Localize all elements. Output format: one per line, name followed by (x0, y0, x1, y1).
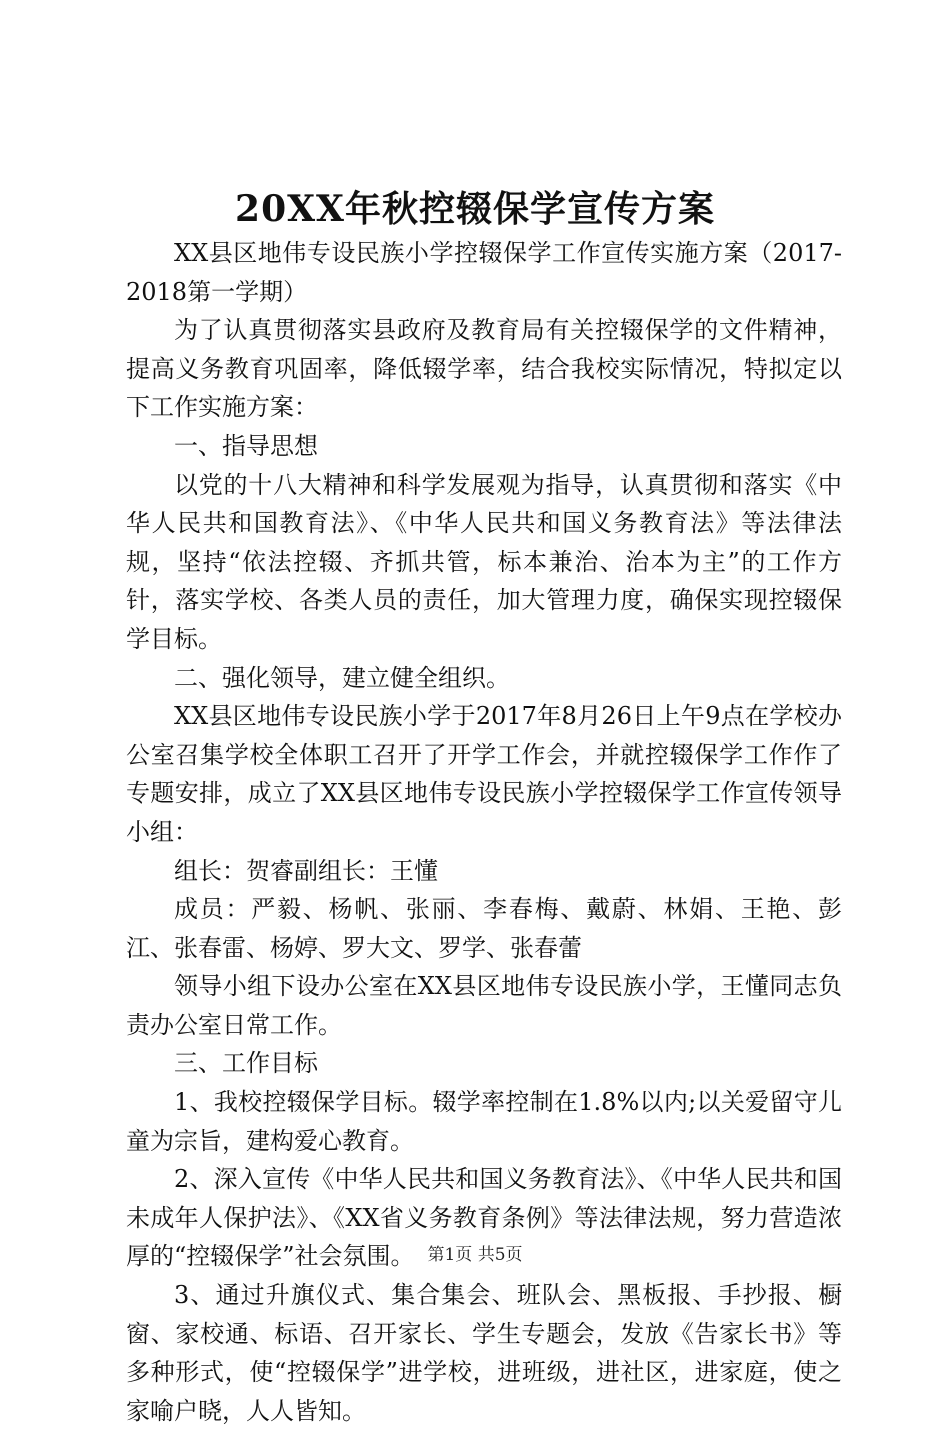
paragraph-goal-1: 1、我校控辍保学目标。辍学率控制在1.8%以内;以关爱留守儿童为宗旨，建构爱心教育。 (126, 1088, 842, 1155)
section-heading-2: 二、强化领导，建立健全组织。 (174, 663, 510, 692)
paragraph-guiding-thought: 以党的十八大精神和科学发展观为指导，认真贯彻和落实《中华人民共和国教育法》、《中华人民共和国义务教育法》等法律法规，坚持“依法控辍、齐抓共管，标本兼治、治本为主”的工作方针，落实学校、各类人员的责任，加大管理力度，确保实现控辍保学目标。 (126, 470, 842, 653)
paragraph-leaders: 组长：贺睿副组长：王懂 (174, 856, 438, 885)
section-heading-1: 一、指导思想 (174, 431, 318, 460)
paragraph-subtitle: XX县区地伟专设民族小学控辍保学工作宣传实施方案（2017-2018第一学期） (126, 239, 842, 306)
section-heading-3: 三、工作目标 (174, 1049, 318, 1078)
paragraph-goal-2: 2、深入宣传《中华人民共和国义务教育法》、《中华人民共和国未成年人保护法》、《XX省义务教育条例》等法律法规，努力营造浓厚的“控辍保学”社会氛围。 (126, 1165, 842, 1271)
document-title: 20XX年秋控辍保学宣传方案 (235, 188, 715, 230)
paragraph-intro: 为了认真贯彻落实县政府及教育局有关控辍保学的文件精神，提高义务教育巩固率，降低辍学率，结合我校实际情况，特拟定以下工作实施方案： (126, 316, 842, 422)
paragraph-members: 成员：严毅、杨帆、张丽、李春梅、戴蔚、林娟、王艳、彭江、张春雷、杨婷、罗大文、罗学、张春蕾 (126, 895, 842, 962)
paragraph-meeting: XX县区地伟专设民族小学于2017年8月26日上午9点在学校办公室召集学校全体职工召开了开学工作会，并就控辍保学工作作了专题安排，成立了XX县区地伟专设民族小学控辍保学工作宣传领导小组： (126, 702, 842, 846)
page-footer: 第1页 共5页 (427, 1245, 523, 1265)
paragraph-goal-3: 3、通过升旗仪式、集合集会、班队会、黑板报、手抄报、橱窗、家校通、标语、召开家长、学生专题会，发放《告家长书》等多种形式，使“控辍保学”进学校，进班级，进社区，进家庭，使之家喻户晓，人人皆知。 (126, 1281, 842, 1425)
paragraph-office: 领导小组下设办公室在XX县区地伟专设民族小学，王懂同志负责办公室日常工作。 (126, 972, 842, 1039)
